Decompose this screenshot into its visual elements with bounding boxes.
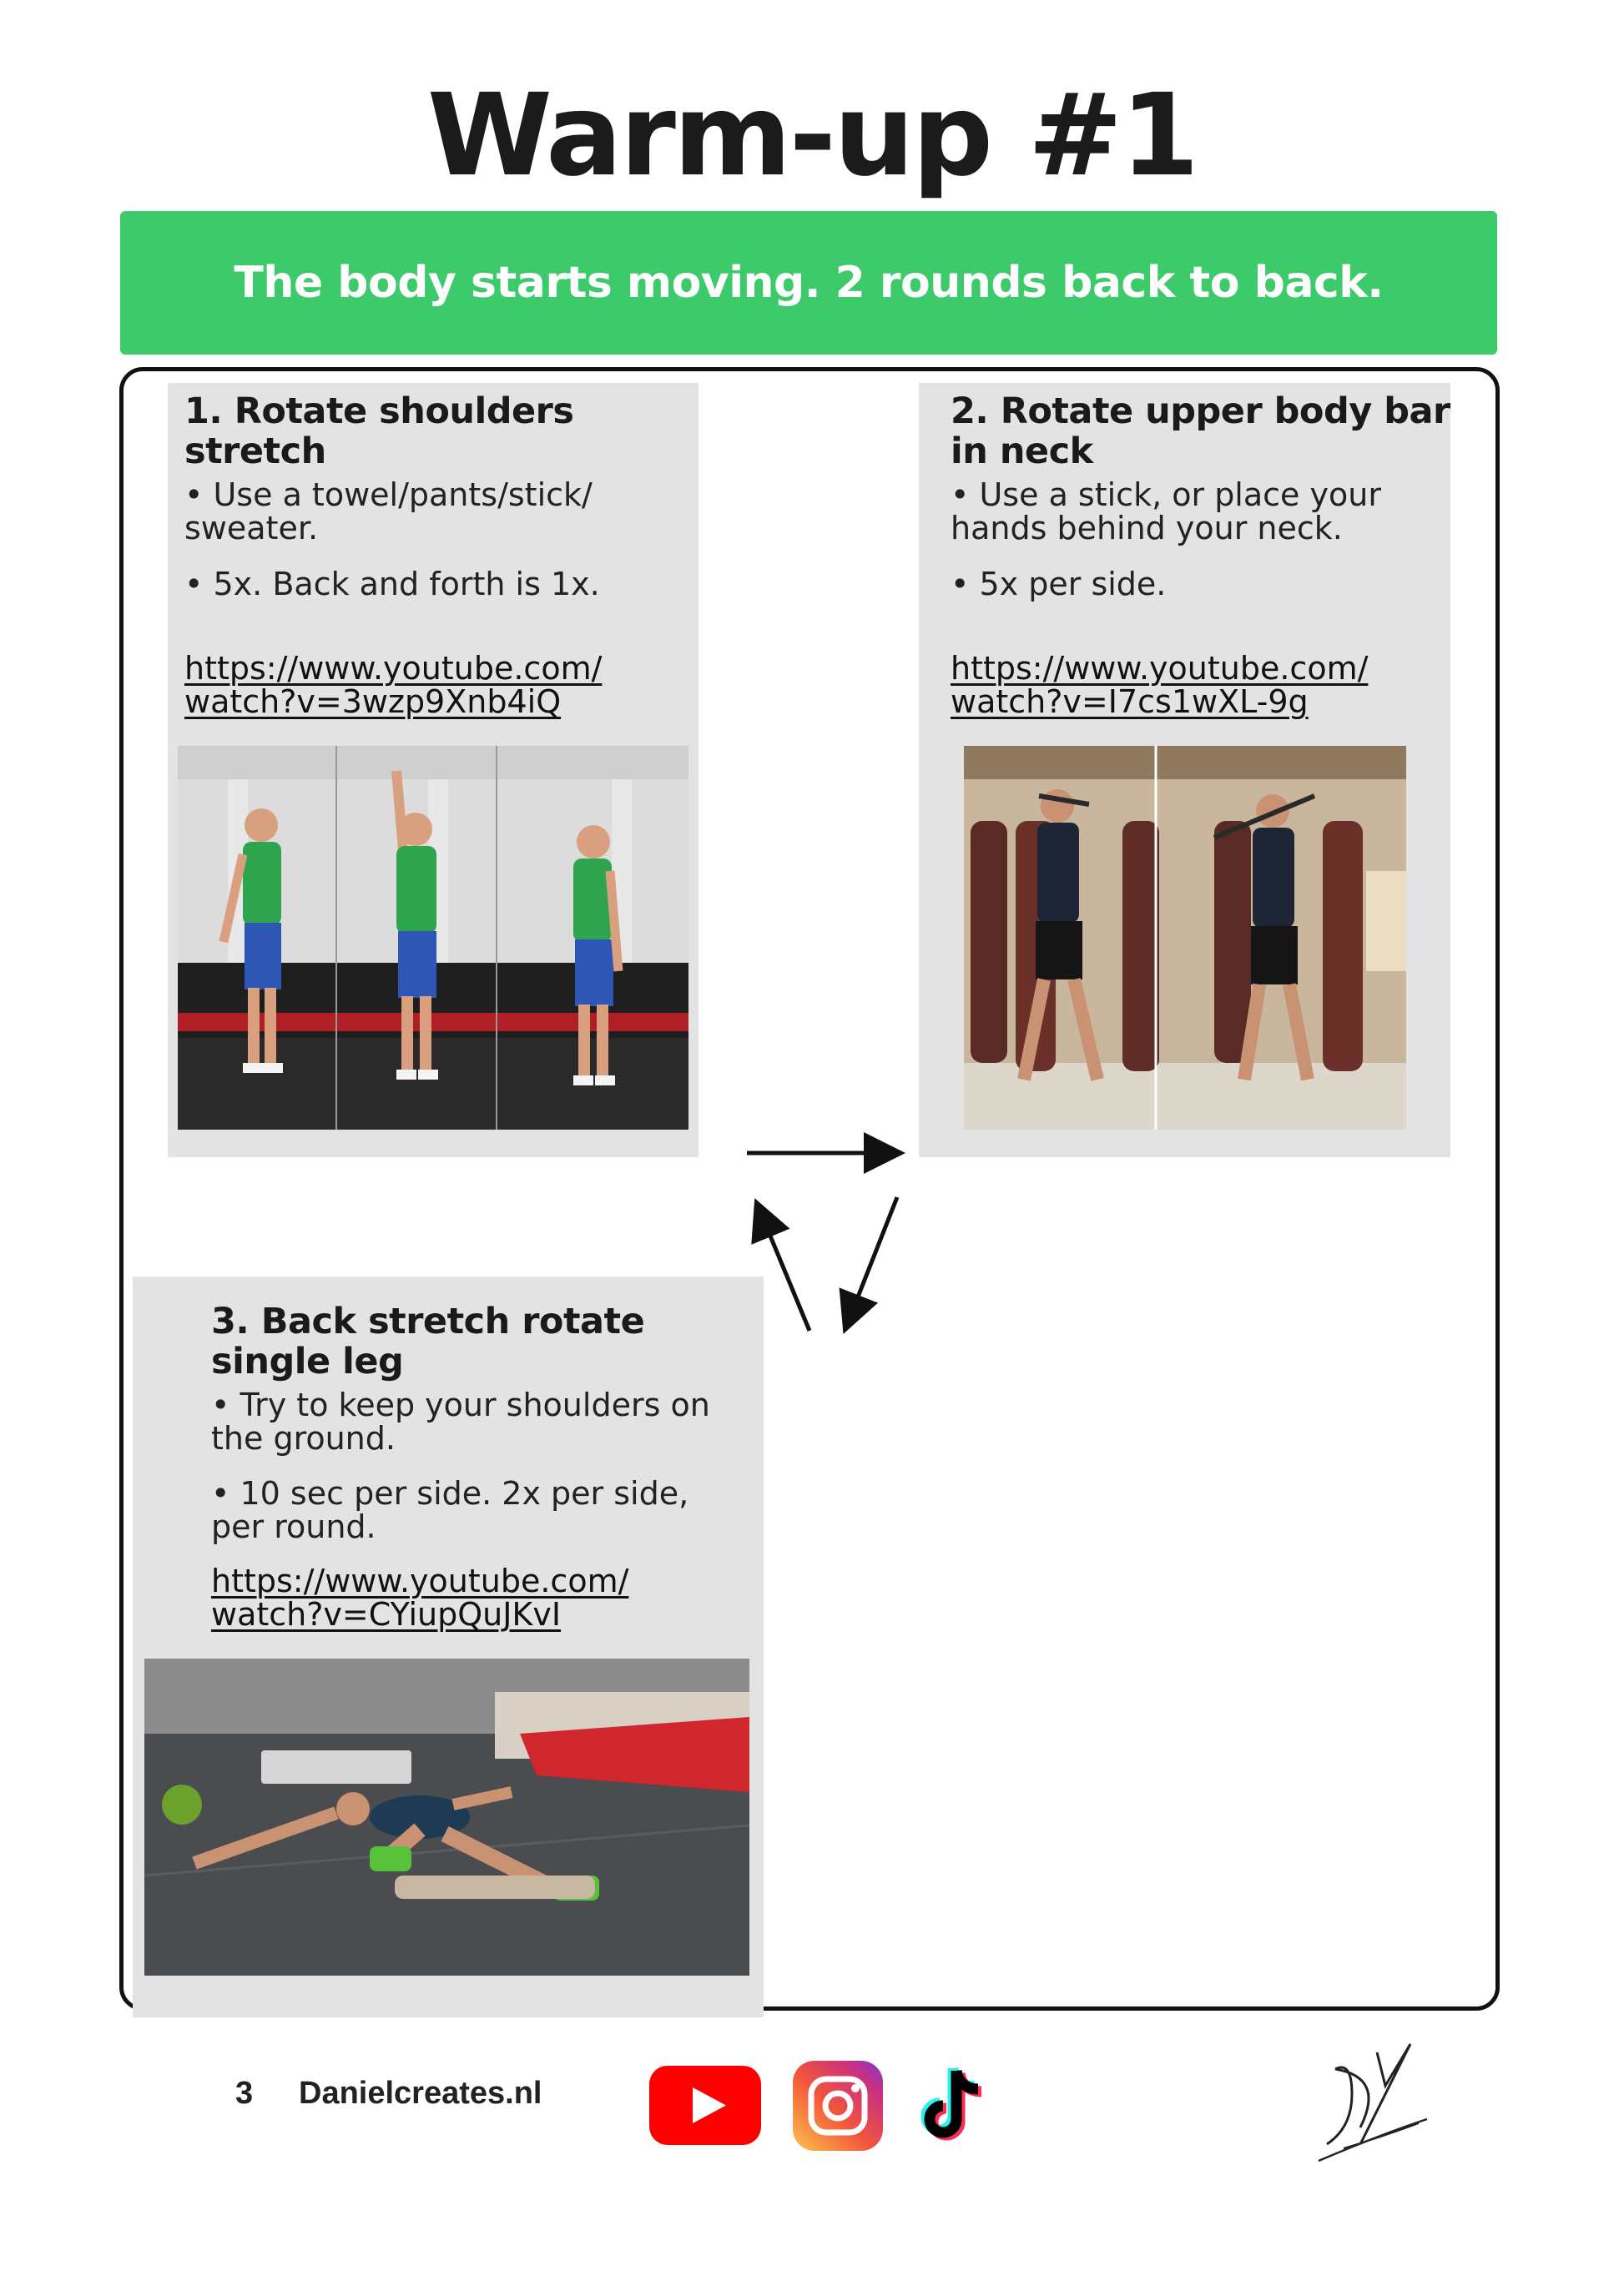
subtitle-banner [120, 211, 1497, 355]
video-link[interactable]: https://www.youtube.com/ watch?v=3wzp9Xnb4iQ [184, 650, 603, 720]
youtube-icon[interactable] [649, 2066, 761, 2145]
exercise-bullet: • Use a stick, or place your hands behind your neck. [951, 476, 1381, 546]
banner-text: The body starts moving. 2 rounds back to back. [234, 258, 1384, 308]
instagram-icon[interactable] [793, 2061, 883, 2151]
exercise-bullet: • 5x. Back and forth is 1x. [184, 566, 600, 602]
exercise-card-3 [133, 1276, 764, 2017]
page-number: 3 [235, 2076, 254, 2111]
exercise-bullet: • 5x per side. [951, 566, 1167, 602]
exercise-bullet: • Use a towel/pants/stick/ sweater. [184, 476, 593, 546]
video-link[interactable]: https://www.youtube.com/ watch?v=I7cs1wXL-9g [951, 650, 1369, 720]
tiktok-icon[interactable] [911, 2061, 995, 2152]
exercise-photo [964, 746, 1406, 1130]
arrow-up [759, 1210, 809, 1331]
website-link[interactable]: Danielcreates.nl [299, 2076, 542, 2111]
exercise-bullet: • Try to keep your shoulders on the ground. [211, 1387, 710, 1457]
exercise-photo [178, 746, 688, 1130]
page-title: Warm-up #1 [426, 70, 1198, 202]
exercise-title: 2. Rotate upper body bar in neck [951, 390, 1450, 472]
exercise-title: 1. Rotate shoulders stretch [184, 390, 574, 472]
flow-arrows [718, 1118, 918, 1368]
arrow-down [848, 1197, 897, 1322]
exercise-card-1 [168, 383, 699, 1157]
video-link[interactable]: https://www.youtube.com/ watch?v=CYiupQuJKvI [211, 1563, 629, 1633]
exercise-card-2 [919, 383, 1450, 1157]
signature [1302, 2036, 1452, 2173]
exercise-title: 3. Back stretch rotate single leg [211, 1301, 645, 1382]
exercise-photo [144, 1659, 749, 1976]
exercise-bullet: • 10 sec per side. 2x per side, per round. [211, 1475, 689, 1545]
